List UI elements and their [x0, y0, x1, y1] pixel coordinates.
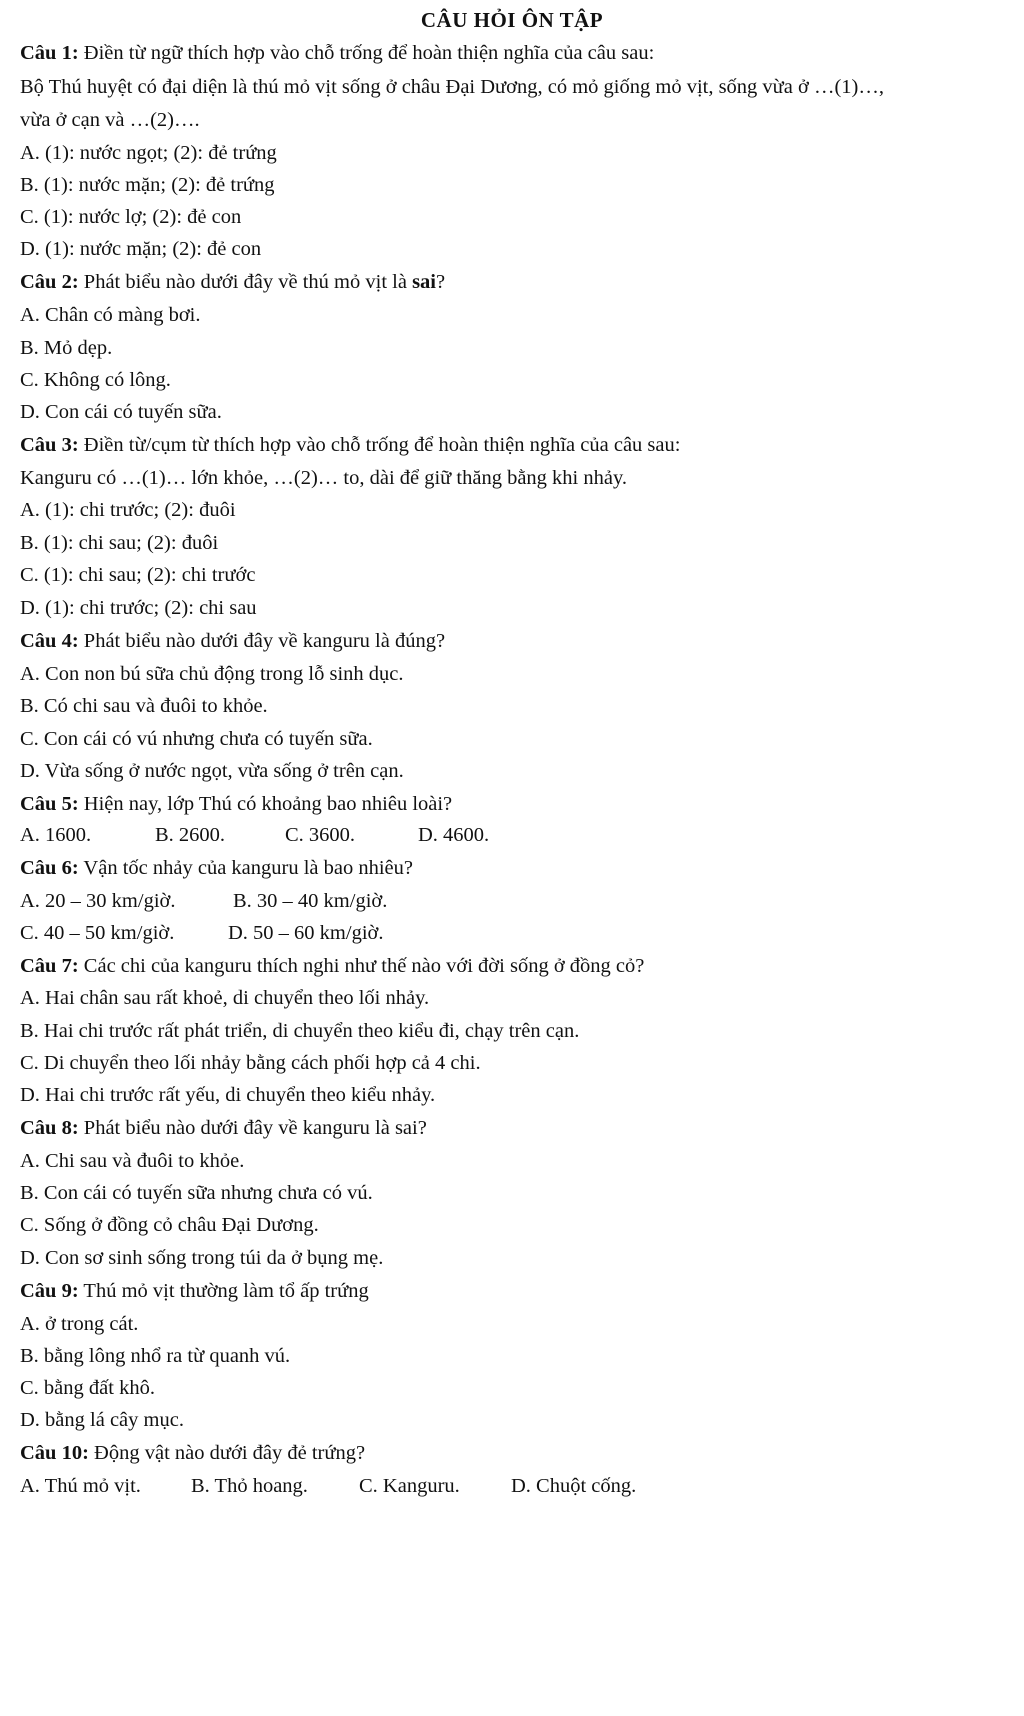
question-6 — [20, 855, 413, 881]
answer-option: B. 30 – 40 km/giờ. — [233, 890, 388, 912]
answer-option: D. Con cái có tuyến sữa. — [20, 401, 222, 423]
answer-option: C. 3600. — [285, 824, 356, 846]
question-text: Phát biểu nào dưới đây về thú mỏ vịt là — [78, 271, 413, 293]
answer-option: D. Chuột cống. — [511, 1475, 637, 1497]
question-label: Câu 4: — [20, 630, 79, 652]
answer-option: B. (1): chi sau; (2): đuôi — [20, 532, 219, 554]
answer-option: C. Kanguru. — [359, 1475, 460, 1497]
answer-option: A. (1): chi trước; (2): đuôi — [20, 499, 236, 521]
question-label: Câu 9: — [20, 1280, 79, 1302]
question-text: Động vật nào dưới đây đẻ trứng? — [88, 1442, 366, 1464]
question-label: Câu 10: — [20, 1442, 89, 1464]
question-text: Điền từ/cụm từ thích hợp vào chỗ trống để hoàn thiện nghĩa của câu sau: — [78, 434, 681, 456]
question-body-line: vừa ở cạn và …(2)…. — [20, 109, 200, 131]
answer-option: D. 4600. — [418, 824, 490, 846]
question-label: Câu 1: — [20, 42, 79, 64]
answer-option: B. Mỏ dẹp. — [20, 337, 113, 359]
question-text: Hiện nay, lớp Thú có khoảng bao nhiêu loài? — [78, 793, 453, 815]
answer-option: B. (1): nước mặn; (2): đẻ trứng — [20, 174, 275, 196]
answer-option: A. 1600. — [20, 824, 92, 846]
answer-option: D. (1): chi trước; (2): chi sau — [20, 597, 257, 619]
question-3 — [20, 432, 680, 458]
question-text: Các chi của kanguru thích nghi như thế nào với đời sống ở đồng cỏ? — [78, 955, 645, 977]
answer-option: D. 50 – 60 km/giờ. — [228, 922, 384, 944]
question-2 — [20, 269, 445, 295]
answer-option: C. Sống ở đồng cỏ châu Đại Dương. — [20, 1214, 319, 1236]
question-8 — [20, 1115, 427, 1141]
answer-option: C. (1): chi sau; (2): chi trước — [20, 564, 256, 586]
page-title: CÂU HỎI ÔN TẬP — [420, 8, 604, 32]
question-text: Điền từ ngữ thích hợp vào chỗ trống để hoàn thiện nghĩa của câu sau: — [78, 42, 655, 64]
answer-option: A. Hai chân sau rất khoẻ, di chuyển theo lối nhảy. — [20, 987, 430, 1009]
question-body-line: Bộ Thú huyệt có đại diện là thú mỏ vịt sống ở châu Đại Dương, có mỏ giống mỏ vịt, sống vừa ở …(1)…, — [20, 76, 885, 98]
answer-option: A. ở trong cát. — [20, 1313, 139, 1335]
answer-option: A. Chi sau và đuôi to khỏe. — [20, 1150, 245, 1172]
question-label: Câu 6: — [20, 857, 79, 879]
answer-option: A. Con non bú sữa chủ động trong lỗ sinh dục. — [20, 663, 404, 685]
question-label: Câu 7: — [20, 955, 79, 977]
answer-option: A. Thú mỏ vịt. — [20, 1475, 141, 1497]
question-1 — [20, 40, 654, 66]
answer-option: A. 20 – 30 km/giờ. — [20, 890, 176, 912]
question-7 — [20, 953, 644, 979]
question-label: Câu 8: — [20, 1117, 79, 1139]
answer-option: C. 40 – 50 km/giờ. — [20, 922, 175, 944]
answer-option: B. Có chi sau và đuôi to khỏe. — [20, 695, 268, 717]
answer-option: C. (1): nước lợ; (2): đẻ con — [20, 206, 242, 228]
answer-option: B. Hai chi trước rất phát triển, di chuyển theo kiểu đi, chạy trên cạn. — [20, 1020, 580, 1042]
answer-option: B. bằng lông nhổ ra từ quanh vú. — [20, 1345, 291, 1367]
answer-option: D. Hai chi trước rất yếu, di chuyển theo kiểu nhảy. — [20, 1084, 436, 1106]
answer-option: C. bằng đất khô. — [20, 1377, 155, 1399]
question-emphasis: sai — [412, 271, 436, 293]
answer-option: D. Vừa sống ở nước ngọt, vừa sống ở trên cạn. — [20, 760, 404, 782]
answer-option: C. Di chuyển theo lối nhảy bằng cách phối hợp cả 4 chi. — [20, 1052, 481, 1074]
question-tail: ? — [436, 271, 446, 293]
answer-option: B. Thỏ hoang. — [191, 1475, 308, 1497]
answer-option: D. bằng lá cây mục. — [20, 1409, 184, 1431]
answer-option: A. (1): nước ngọt; (2): đẻ trứng — [20, 142, 277, 164]
question-10 — [20, 1440, 365, 1466]
answer-option: D. (1): nước mặn; (2): đẻ con — [20, 238, 262, 260]
answer-option: C. Con cái có vú nhưng chưa có tuyến sữa. — [20, 728, 373, 750]
question-9 — [20, 1278, 369, 1304]
answer-option: A. Chân có màng bơi. — [20, 304, 201, 326]
question-text: Thú mỏ vịt thường làm tổ ấp trứng — [78, 1280, 369, 1302]
question-body-line: Kanguru có …(1)… lớn khỏe, …(2)… to, dài để giữ thăng bằng khi nhảy. — [20, 467, 628, 489]
answer-option: B. 2600. — [155, 824, 226, 846]
question-text: Phát biểu nào dưới đây về kanguru là đúng? — [78, 630, 446, 652]
question-text: Vận tốc nhảy của kanguru là bao nhiêu? — [78, 857, 414, 879]
question-4 — [20, 628, 445, 654]
answer-option: D. Con sơ sinh sống trong túi da ở bụng mẹ. — [20, 1247, 384, 1269]
question-label: Câu 5: — [20, 793, 79, 815]
answer-option: B. Con cái có tuyến sữa nhưng chưa có vú. — [20, 1182, 373, 1204]
question-text: Phát biểu nào dưới đây về kanguru là sai? — [78, 1117, 427, 1139]
answer-option: C. Không có lông. — [20, 369, 171, 391]
question-label: Câu 3: — [20, 434, 79, 456]
question-5 — [20, 791, 452, 817]
question-label: Câu 2: — [20, 271, 79, 293]
